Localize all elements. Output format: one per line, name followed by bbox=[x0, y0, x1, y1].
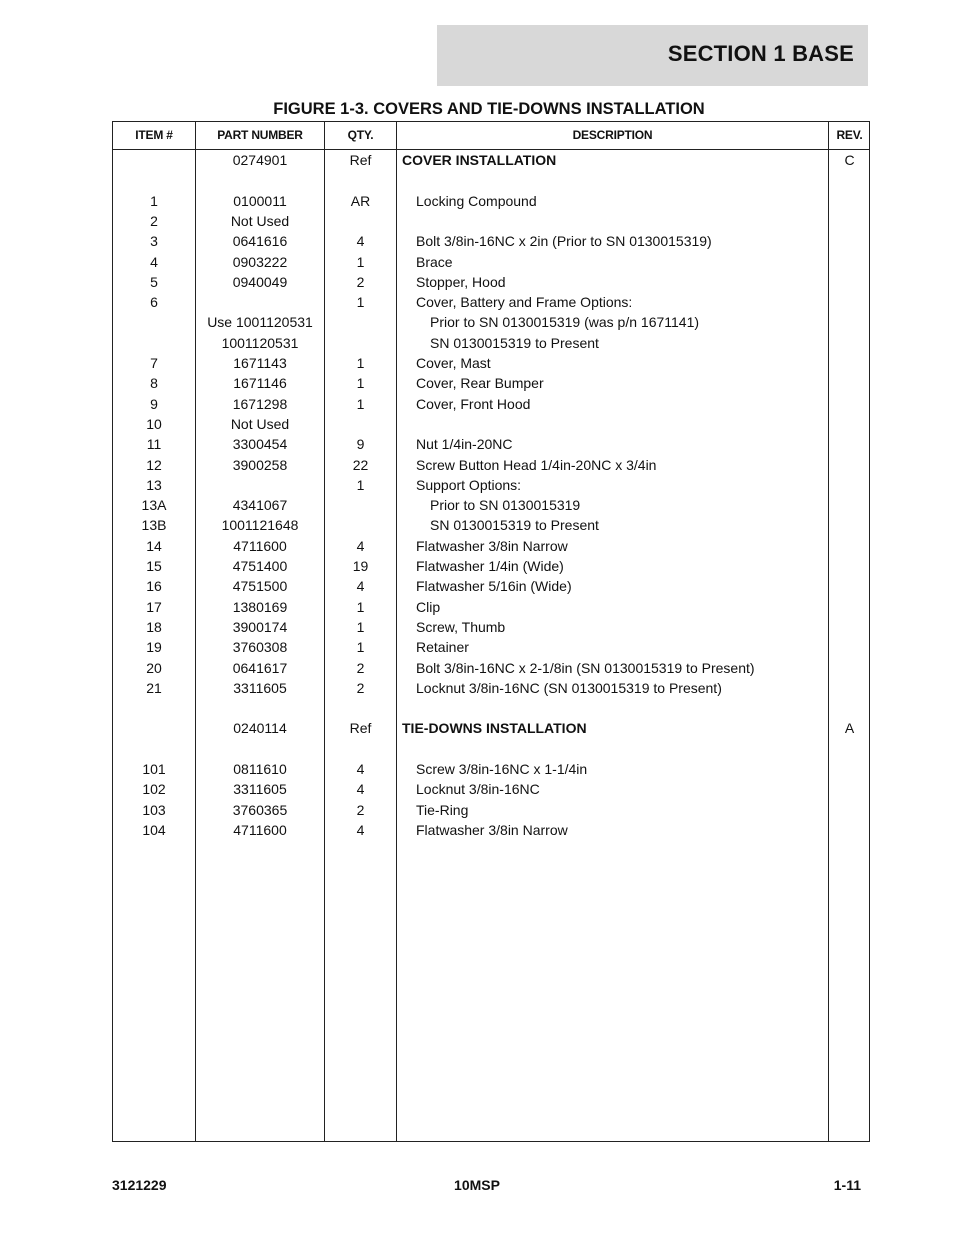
part-number: 4711600 bbox=[233, 821, 287, 838]
item-number: 15 bbox=[146, 558, 162, 574]
description: Nut 1/4in-20NC bbox=[416, 436, 513, 453]
quantity: 4 bbox=[356, 537, 365, 554]
figure-title: FIGURE 1-3. COVERS AND TIE-DOWNS INSTALLATION bbox=[273, 100, 705, 118]
quantity: 1 bbox=[356, 294, 365, 311]
item-number: 1 bbox=[150, 192, 158, 209]
item-number: 8 bbox=[150, 375, 158, 392]
quantity: Ref bbox=[349, 720, 372, 737]
footer-model: 10MSP bbox=[454, 1177, 500, 1193]
table-row bbox=[113, 718, 869, 738]
description: Bolt 3/8in-16NC x 2in (Prior to SN 0130015319) bbox=[416, 233, 712, 250]
part-number: 4711600 bbox=[233, 537, 287, 554]
table-row bbox=[113, 515, 869, 535]
description: Tie-Ring bbox=[416, 801, 469, 818]
header-rev: REV. bbox=[836, 128, 863, 142]
part-number: 3300454 bbox=[232, 436, 288, 453]
quantity: 1 bbox=[356, 639, 365, 656]
part-number: 3900174 bbox=[232, 618, 288, 635]
item-number: 18 bbox=[146, 618, 162, 635]
header-qty: QTY. bbox=[347, 128, 374, 142]
table-row bbox=[113, 211, 869, 231]
item-number: 7 bbox=[150, 355, 158, 371]
part-number: Not Used bbox=[230, 212, 290, 229]
table-row bbox=[113, 597, 869, 617]
item-number: 6 bbox=[150, 294, 158, 311]
table-row bbox=[113, 312, 869, 332]
quantity: 4 bbox=[356, 821, 365, 838]
quantity: 1 bbox=[356, 253, 365, 270]
description: Screw, Thumb bbox=[416, 618, 506, 635]
item-number: 103 bbox=[142, 801, 166, 818]
table-row bbox=[113, 637, 869, 657]
description: SN 0130015319 to Present bbox=[430, 334, 599, 351]
footer-doc-number: 3121229 bbox=[112, 1177, 167, 1193]
item-number: 16 bbox=[146, 578, 162, 595]
quantity: AR bbox=[350, 192, 371, 209]
part-number: 1671298 bbox=[232, 395, 288, 412]
part-number: 4751400 bbox=[232, 558, 288, 574]
item-number: 19 bbox=[146, 639, 162, 656]
quantity: 2 bbox=[356, 659, 365, 676]
table-row bbox=[113, 475, 869, 495]
table-row bbox=[113, 394, 869, 414]
item-number: 11 bbox=[146, 436, 162, 453]
description: Cover, Front Hood bbox=[416, 395, 531, 412]
description: COVER INSTALLATION bbox=[402, 152, 557, 168]
table-row bbox=[113, 292, 869, 312]
part-number: 0100011 bbox=[233, 192, 287, 209]
quantity: Ref bbox=[349, 152, 372, 168]
part-number: 3311605 bbox=[233, 781, 287, 798]
description: SN 0130015319 to Present bbox=[430, 517, 599, 534]
item-number: 12 bbox=[146, 456, 162, 473]
part-number: 0940049 bbox=[232, 273, 288, 290]
parts-table bbox=[112, 121, 870, 1142]
table-row bbox=[113, 759, 869, 779]
table-row bbox=[113, 373, 869, 393]
quantity: 4 bbox=[356, 781, 365, 798]
part-number: 0641617 bbox=[232, 659, 288, 676]
header-part-number: PART NUMBER bbox=[217, 128, 303, 142]
part-number: 1671143 bbox=[233, 355, 287, 371]
quantity: 1 bbox=[356, 375, 365, 392]
quantity: 1 bbox=[356, 476, 365, 493]
part-number: 0641616 bbox=[232, 233, 288, 250]
item-number: 4 bbox=[150, 253, 158, 270]
table-row bbox=[113, 617, 869, 637]
part-number: 1380169 bbox=[232, 598, 288, 615]
item-number: 13B bbox=[141, 517, 167, 534]
table-row bbox=[113, 333, 869, 353]
description: Stopper, Hood bbox=[416, 273, 506, 290]
table-row bbox=[113, 800, 869, 820]
description: Bolt 3/8in-16NC x 2-1/8in (SN 0130015319 to Present) bbox=[416, 659, 755, 676]
part-number: 3760308 bbox=[232, 639, 288, 656]
quantity: 4 bbox=[356, 761, 365, 777]
description: Cover, Battery and Frame Options: bbox=[416, 294, 633, 311]
table-row bbox=[113, 231, 869, 251]
table-row bbox=[113, 576, 869, 596]
quantity: 2 bbox=[356, 273, 365, 290]
item-number: 102 bbox=[142, 781, 166, 798]
table-header bbox=[113, 122, 869, 150]
item-number: 9 bbox=[150, 395, 158, 412]
description: Flatwasher 5/16in (Wide) bbox=[416, 578, 572, 595]
part-number: 0811610 bbox=[233, 761, 287, 777]
revision: A bbox=[844, 720, 855, 737]
item-number: 10 bbox=[146, 415, 162, 432]
part-number: 3311605 bbox=[233, 679, 287, 696]
quantity: 1 bbox=[356, 355, 365, 371]
table-row bbox=[113, 658, 869, 678]
description: TIE-DOWNS INSTALLATION bbox=[402, 720, 587, 737]
table-row bbox=[113, 820, 869, 840]
description: Locknut 3/8in-16NC (SN 0130015319 to Present) bbox=[416, 679, 722, 696]
part-number: 4341067 bbox=[232, 497, 288, 514]
table-row bbox=[113, 536, 869, 556]
description: Locking Compound bbox=[416, 192, 537, 209]
part-number: 3760365 bbox=[232, 801, 288, 818]
item-number: 2 bbox=[150, 212, 158, 229]
table-row bbox=[113, 272, 869, 292]
table-row bbox=[113, 252, 869, 272]
item-number: 21 bbox=[146, 679, 162, 696]
part-number: 0240114 bbox=[233, 720, 287, 737]
section-title: SECTION 1 BASE bbox=[667, 41, 854, 66]
item-number: 13A bbox=[141, 497, 167, 514]
section-header bbox=[437, 25, 868, 86]
description: Prior to SN 0130015319 bbox=[430, 497, 581, 514]
table-row bbox=[113, 353, 869, 373]
part-number: 1671146 bbox=[233, 375, 287, 392]
description: Prior to SN 0130015319 (was p/n 1671141) bbox=[430, 314, 700, 331]
description: Brace bbox=[416, 253, 453, 270]
header-description: DESCRIPTION bbox=[572, 128, 653, 142]
part-number: Not Used bbox=[230, 415, 290, 432]
item-number: 101 bbox=[142, 761, 166, 777]
quantity: 9 bbox=[356, 436, 365, 453]
quantity: 2 bbox=[356, 679, 365, 696]
table-row bbox=[113, 191, 869, 211]
table-row bbox=[113, 455, 869, 475]
header-item: ITEM # bbox=[135, 128, 173, 142]
part-number: 1001120531 bbox=[221, 334, 299, 351]
quantity: 1 bbox=[356, 598, 365, 615]
table-row bbox=[113, 495, 869, 515]
description: Support Options: bbox=[416, 476, 522, 493]
quantity: 1 bbox=[356, 618, 365, 635]
description: Cover, Rear Bumper bbox=[416, 375, 544, 392]
item-number: 3 bbox=[150, 233, 158, 250]
description: Flatwasher 3/8in Narrow bbox=[416, 821, 568, 838]
description: Retainer bbox=[416, 639, 469, 656]
description: Screw Button Head 1/4in-20NC x 3/4in bbox=[416, 456, 657, 473]
revision: C bbox=[844, 152, 855, 168]
table-row bbox=[113, 434, 869, 454]
quantity: 19 bbox=[352, 558, 369, 574]
description: Locknut 3/8in-16NC bbox=[416, 781, 540, 798]
quantity: 1 bbox=[356, 395, 365, 412]
table-row bbox=[113, 414, 869, 434]
table-row bbox=[113, 556, 869, 576]
item-number: 17 bbox=[146, 598, 162, 615]
part-number: 3900258 bbox=[232, 456, 288, 473]
item-number: 20 bbox=[146, 659, 162, 676]
part-number: 1001121648 bbox=[221, 517, 299, 534]
item-number: 104 bbox=[142, 821, 166, 838]
table-row bbox=[113, 779, 869, 799]
part-number: 4751500 bbox=[232, 578, 288, 595]
description: Flatwasher 3/8in Narrow bbox=[416, 537, 568, 554]
item-number: 13 bbox=[146, 476, 162, 493]
quantity: 4 bbox=[356, 233, 365, 250]
quantity: 2 bbox=[356, 801, 365, 818]
table-row bbox=[113, 150, 869, 170]
table-row bbox=[113, 678, 869, 698]
quantity: 22 bbox=[352, 456, 369, 473]
part-number: Use 1001120531 bbox=[207, 314, 313, 331]
quantity: 4 bbox=[356, 578, 365, 595]
part-number: 0903222 bbox=[232, 253, 288, 270]
footer-page-number: 1-11 bbox=[833, 1177, 861, 1193]
description: Flatwasher 1/4in (Wide) bbox=[416, 558, 564, 574]
description: Screw 3/8in-16NC x 1-1/4in bbox=[416, 761, 588, 777]
item-number: 5 bbox=[150, 273, 158, 290]
part-number: 0274901 bbox=[232, 152, 288, 168]
description: Clip bbox=[416, 598, 441, 615]
item-number: 14 bbox=[146, 537, 162, 554]
description: Cover, Mast bbox=[416, 355, 491, 371]
